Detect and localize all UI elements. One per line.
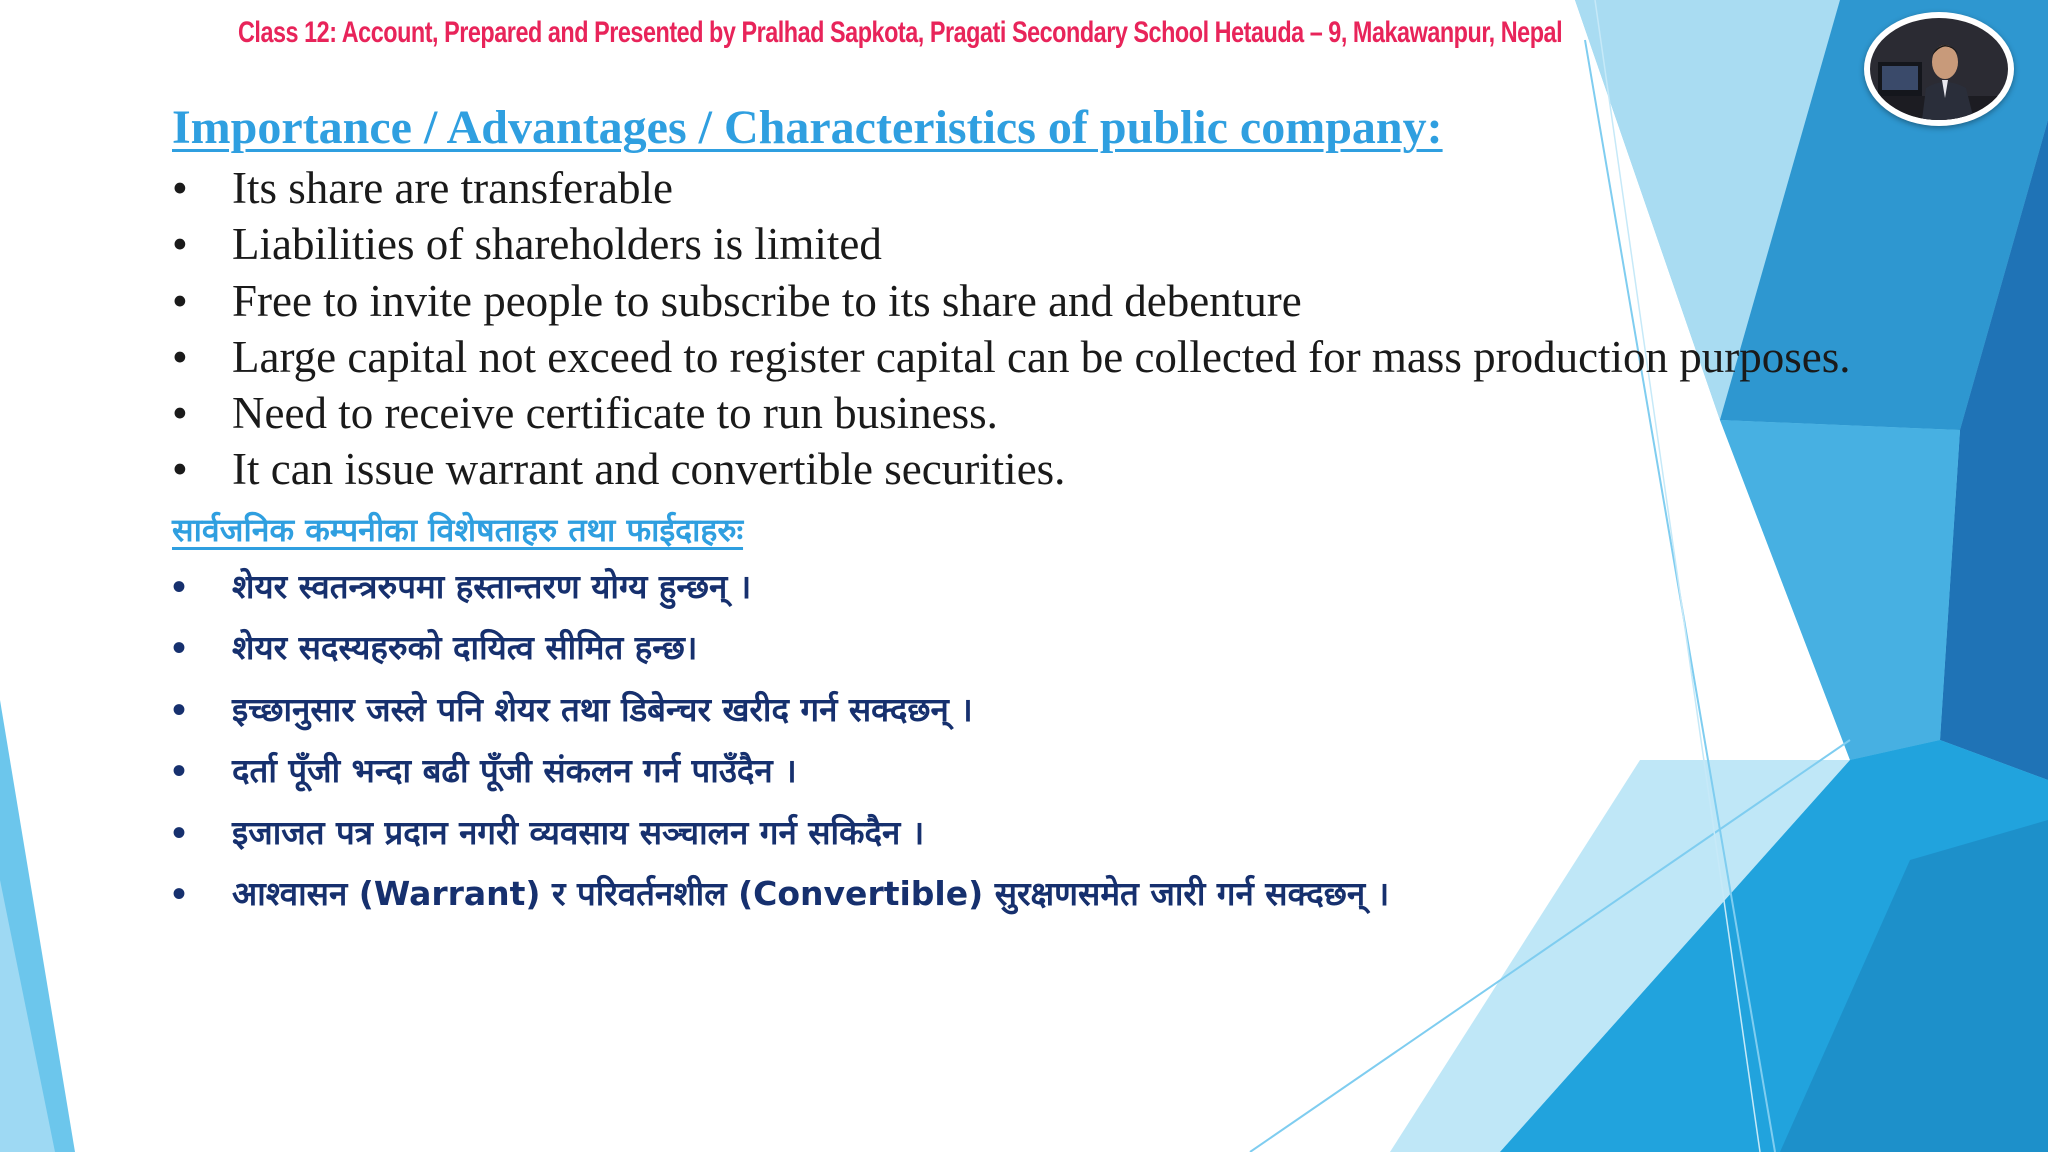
bullet-icon: •	[172, 331, 188, 382]
bullet-icon: •	[172, 163, 188, 213]
slide-content	[172, 96, 1972, 925]
presenter-photo	[1870, 18, 2008, 120]
list-item-text: Large capital not exceed to register capital can be collected for mass production purposes.	[232, 331, 1851, 382]
list-item-text: Its share are transferable	[232, 163, 673, 213]
list-item-text: इच्छानुसार जस्ले पनि शेयर तथा डिबेन्चर खरीद गर्न सक्दछन् ।	[232, 689, 973, 729]
list-item	[172, 740, 1972, 802]
bullet-icon: •	[172, 275, 188, 326]
header-credit-line: Class 12: Account, Prepared and Presented by Pralhad Sapkota, Pragati Secondary School Hetauda – 9, Makawanpur, Nepal	[238, 16, 1563, 49]
list-item	[172, 385, 1972, 441]
list-item-text: Need to receive certificate to run business.	[232, 388, 998, 439]
bullet-icon: •	[172, 388, 188, 439]
nepali-section-heading: सार्वजनिक कम्पनीका विशेषताहरु तथा फाईदाहरुः	[172, 510, 744, 549]
bullet-icon: •	[172, 686, 187, 732]
list-item-text: आश्वासन (Warrant) र परिवर्तनशील (Convertible) सुरक्षणसमेत जारी गर्न सक्दछन् ।	[232, 874, 1390, 914]
list-item	[172, 329, 1972, 385]
list-item	[172, 679, 1972, 741]
bullet-icon: •	[172, 219, 188, 270]
list-item	[172, 863, 1972, 925]
list-item-text: दर्ता पूँजी भन्दा बढी पूँजी संकलन गर्न पाउँदैन ।	[232, 751, 797, 791]
list-item-text: शेयर स्वतन्त्ररुपमा हस्तान्तरण योग्य हुन्छन् ।	[232, 566, 752, 606]
list-item	[172, 441, 1972, 497]
slide-title: Importance / Advantages / Characteristics of public company:	[172, 101, 1443, 154]
list-item-text: Liabilities of shareholders is limited	[232, 219, 882, 270]
list-item	[172, 556, 1972, 618]
bullet-icon: •	[172, 444, 188, 495]
list-item-text: It can issue warrant and convertible securities.	[232, 444, 1066, 495]
presenter-avatar	[1864, 12, 2014, 126]
list-item	[172, 216, 1972, 272]
nepali-points-list	[172, 556, 1972, 925]
english-points-list	[172, 160, 1972, 498]
list-item-text: Free to invite people to subscribe to its share and debenture	[232, 275, 1302, 326]
bullet-icon: •	[172, 625, 187, 671]
bullet-icon: •	[172, 748, 187, 794]
list-item	[172, 802, 1972, 864]
bullet-icon: •	[172, 871, 187, 917]
list-item	[172, 273, 1972, 329]
list-item-text: शेयर सदस्यहरुको दायित्व सीमित हन्छ।	[232, 628, 698, 668]
bullet-icon: •	[172, 563, 187, 609]
list-item	[172, 617, 1972, 679]
list-item	[172, 160, 1972, 216]
list-item-text: इजाजत पत्र प्रदान नगरी व्यवसाय सञ्चालन गर्न सकिदैन ।	[232, 812, 925, 852]
bullet-icon: •	[172, 809, 187, 855]
